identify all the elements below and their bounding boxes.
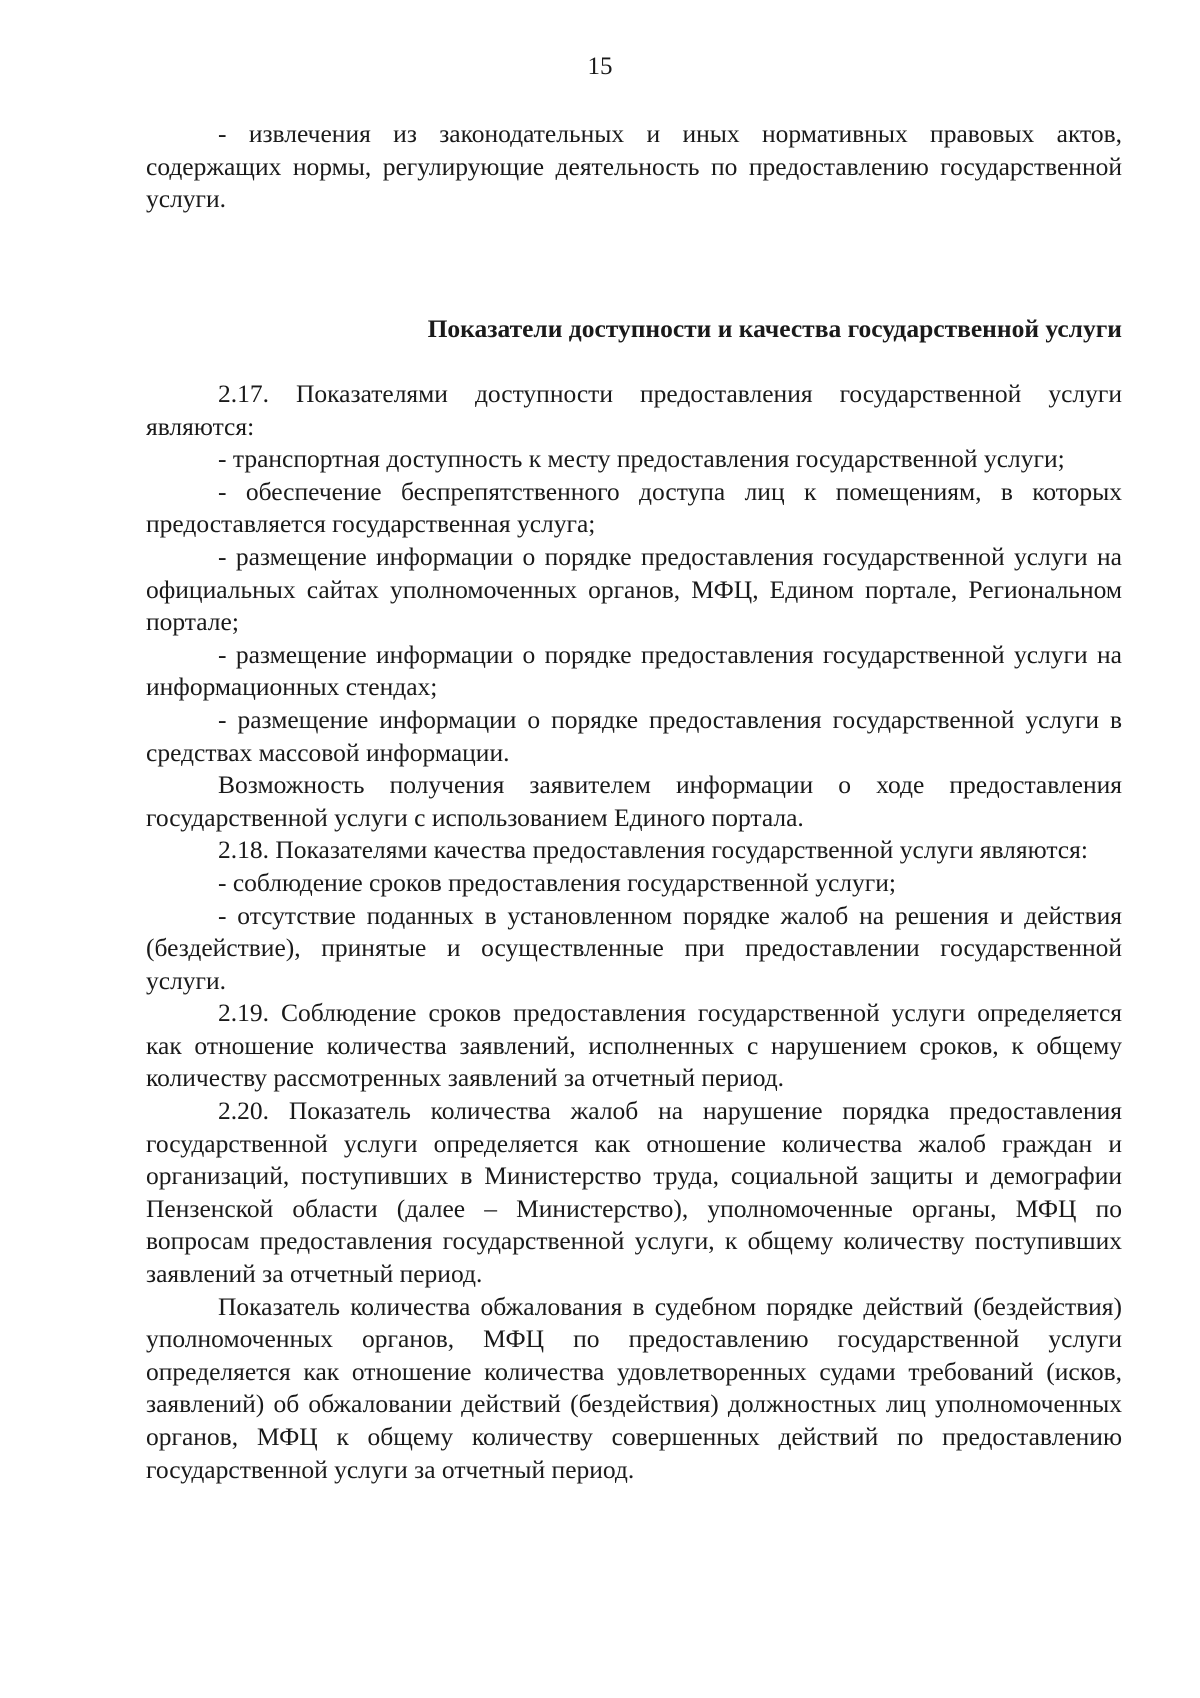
section-heading: Показатели доступности и качества государственной услуги <box>427 314 1122 343</box>
list-item-websites: - размещение информации о порядке предоставления государственной услуги на официальных сайтах уполномоченных органов, МФЦ, Едином портале, Региональном портале; <box>146 541 1122 637</box>
section-heading-block <box>146 313 1122 345</box>
list-item-transport: - транспортная доступность к месту предоставления государственной услуги; <box>218 444 1065 474</box>
paragraph-2-20: 2.20. Показатель количества жалоб на нарушение порядка предоставления государственной услуги определяется как отношение количества жалоб граждан и организаций, поступивших в Министерство труда, социальной защиты и демографии Пензенской области (далее – Министерство), уполномоченные органы, МФЦ по вопросам предоставления государственной услуги, к общему количеству поступивших заявлений за отчетный период. <box>146 1096 1122 1289</box>
list-item-deadlines: - соблюдение сроков предоставления государственной услуги; <box>218 867 896 897</box>
section-body <box>146 378 1122 1486</box>
paragraph-2-19: 2.19. Соблюдение сроков предоставления государственной услуги определяется как отношение количества заявлений, исполненных с нарушением сроков, к общему количеству рассмотренных заявлений за отчетный период. <box>146 998 1122 1093</box>
page-number: 15 <box>587 53 613 80</box>
paragraph-2-17: 2.17. Показателями доступности предоставления государственной услуги являются: <box>146 379 1122 441</box>
paragraph-court-appeals: Показатель количества обжалования в судебном порядке действий (бездействия) уполномоченных органов, МФЦ по предоставлению государственной услуги определяется как отношение количества удовлетворенных судами требований (исков, заявлений) об обжаловании действий (бездействия) должностных лиц уполномоченных органов, МФЦ к общему количеству совершенных действий по предоставлению государственной услуги за отчетный период. <box>146 1291 1122 1484</box>
intro-paragraph: - извлечения из законодательных и иных нормативных правовых актов, содержащих нормы, регулирующие деятельность по предоставлению государственной услуги. <box>146 119 1122 214</box>
list-item-access: - обеспечение беспрепятственного доступа лиц к помещениям, в которых предоставляется государственная услуга; <box>146 476 1122 539</box>
paragraph-2-18: 2.18. Показателями качества предоставления государственной услуги являются: <box>218 835 1088 865</box>
list-item-media: - размещение информации о порядке предоставления государственной услуги в средствах массовой информации. <box>146 704 1122 767</box>
paragraph-portal-info: Возможность получения заявителем информации о ходе предоставления государственной услуги с использованием Единого портала. <box>146 770 1122 832</box>
list-item-complaints: - отсутствие поданных в установленном порядке жалоб на решения и действия (бездействие), принятые и осуществленные при предоставлении государственной услуги. <box>146 900 1122 995</box>
intro-block <box>146 118 1122 216</box>
list-item-stands: - размещение информации о порядке предоставления государственной услуги на информационных стендах; <box>146 639 1122 702</box>
